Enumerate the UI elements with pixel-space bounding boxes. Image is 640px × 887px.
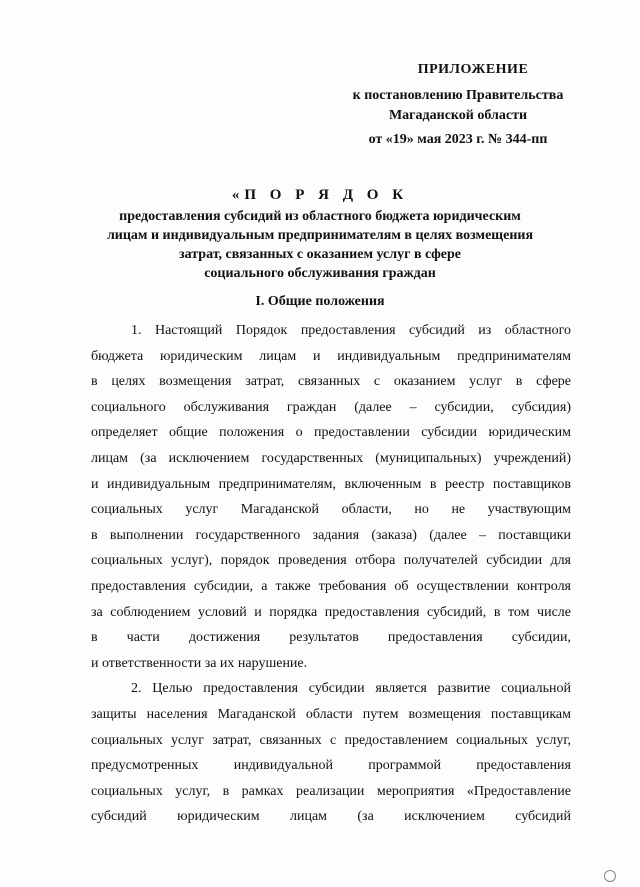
paragraph-1-line: социальных услуг), порядок проведения отбора получателей субсидии для: [91, 553, 571, 569]
appendix-line-1: к постановлению Правительства: [352, 88, 564, 103]
paragraph-1-line: бюджета юридическим лицам и индивидуальным предпринимателям: [91, 348, 571, 364]
paragraph-1-line: в целях возмещения затрат, связанных с оказанием услуг в сфере: [91, 374, 571, 390]
paragraph-1-line: социальных услуг Магаданской области, но не участвующим: [91, 502, 571, 518]
appendix-line-2: Магаданской области: [388, 108, 528, 123]
order-subtitle-line: социального обслуживания граждан: [204, 266, 436, 281]
order-title: «П О Р Я Д О К: [231, 187, 409, 203]
order-subtitle: [100, 207, 540, 283]
order-subtitle-line: затрат, связанных с оказанием услуг в сфере: [179, 247, 461, 262]
paragraph-2-line: социальных услуг, в рамках реализации мероприятия «Предоставление: [91, 783, 571, 799]
paragraph-2-line: социальных услуг затрат, связанных с предоставлением социальных услуг,: [91, 732, 571, 748]
appendix-date-line: от «19» мая 2023 г. № 344-пп: [368, 132, 548, 147]
paragraph-2-line: субсидий юридическим лицам (за исключением субсидий: [91, 809, 571, 825]
paragraph-1-line: за соблюдением условий и порядка предоставления субсидий, в том числе: [91, 604, 571, 620]
paragraph-1-line: в выполнении государственного задания (заказа) (далее – поставщики: [91, 527, 571, 543]
section-heading: I. Общие положения: [255, 294, 385, 309]
paragraph-1-line: и ответственности за их нарушение.: [91, 655, 308, 671]
scan-mark: [604, 870, 616, 882]
paragraph-2-line: защиты населения Магаданской области путем возмещения поставщикам: [91, 706, 571, 722]
paragraph-2-line: предусмотренных индивидуальной программой предоставления: [91, 758, 571, 774]
paragraph-1-line: социального обслуживания граждан (далее – субсидии, субсидия): [91, 399, 571, 415]
paragraph-1-line: лицам (за исключением государственных (муниципальных) учреждений): [91, 450, 571, 466]
body-text: [91, 318, 571, 830]
paragraph-1-line: предоставления субсидии, а также требования об осуществлении контроля: [91, 578, 571, 594]
paragraph-1-line: в части достижения результатов предоставления субсидии,: [91, 630, 571, 646]
order-subtitle-line: предоставления субсидий из областного бюджета юридическим: [119, 209, 521, 224]
paragraph-2-line: 2. Целью предоставления субсидии является развитие социальной: [131, 681, 571, 697]
paragraph-1-line: и индивидуальным предпринимателям, включенным в реестр поставщиков: [91, 476, 571, 492]
appendix-block: [338, 60, 578, 150]
appendix-header: ПРИЛОЖЕНИЕ: [417, 62, 529, 77]
paragraph-1-line: определяет общие положения о предоставлении субсидии юридическим: [91, 425, 571, 441]
paragraph-1-line: 1. Настоящий Порядок предоставления субсидий из областного: [131, 323, 571, 338]
order-subtitle-line: лицам и индивидуальным предпринимателям в целях возмещения: [106, 228, 534, 243]
